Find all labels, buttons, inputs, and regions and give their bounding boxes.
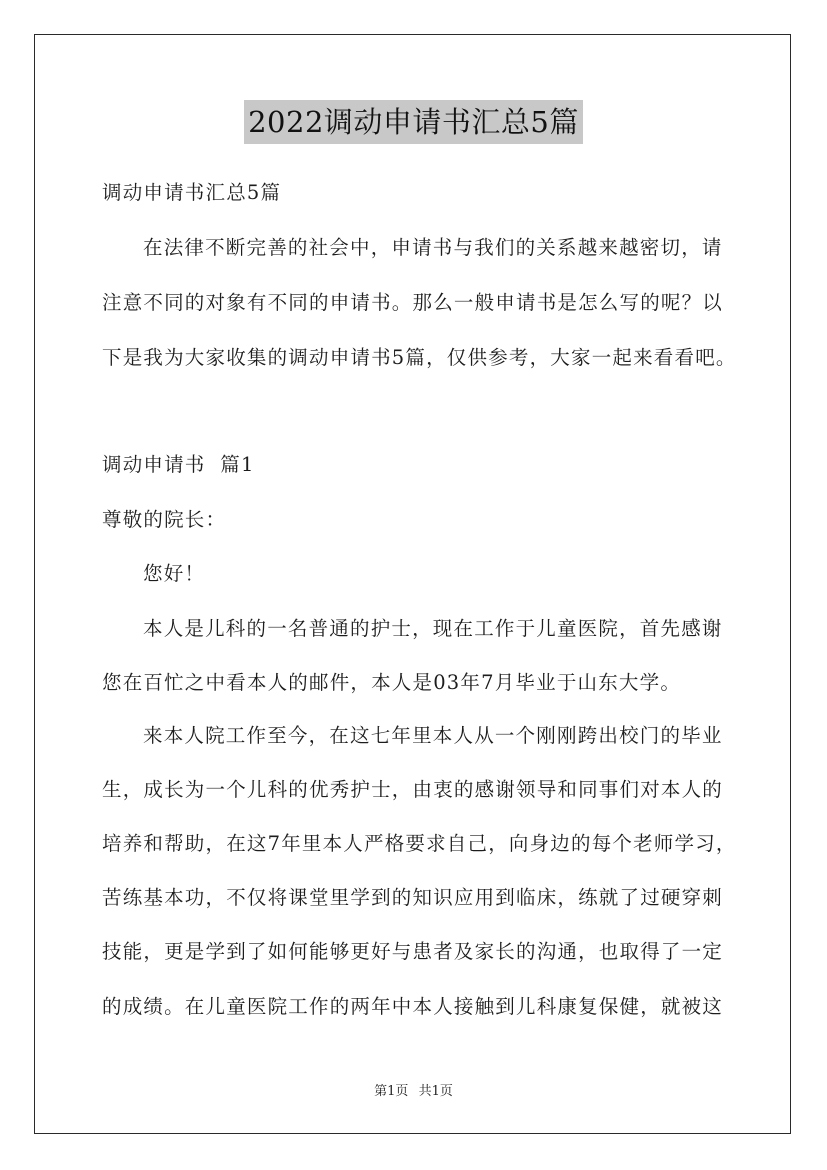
section-heading: 调动申请书 篇1 xyxy=(102,453,255,476)
page-number-total: 共1页 xyxy=(418,1084,453,1099)
intro-line-3: 下是我为大家收集的调动申请书5篇，仅供参考，大家一起来看看吧。 xyxy=(102,346,737,369)
paragraph2-line-1: 来本人院工作至今，在这七年里本人从一个刚刚跨出校门的毕业 xyxy=(143,724,723,747)
page-footer xyxy=(0,1083,827,1101)
paragraph2-line-6: 的成绩。在儿童医院工作的两年中本人接触到儿科康复保健，就被这 xyxy=(102,995,724,1018)
salutation: 尊敬的院长： xyxy=(102,508,227,531)
paragraph1-line-2: 您在百忙之中看本人的邮件，本人是03年7月毕业于山东大学。 xyxy=(102,671,682,694)
title-container xyxy=(0,100,827,144)
greeting: 您好！ xyxy=(143,562,206,585)
paragraph2-line-5: 技能，更是学到了如何能够更好与患者及家长的沟通，也取得了一定 xyxy=(102,940,724,963)
document-subtitle: 调动申请书汇总5篇 xyxy=(102,181,282,204)
paragraph2-line-2: 生，成长为一个儿科的优秀护士，由衷的感谢领导和同事们对本人的 xyxy=(102,778,724,801)
document-title: 2022调动申请书汇总5篇 xyxy=(244,100,583,144)
page-number-current: 第1页 xyxy=(374,1084,409,1099)
paragraph2-line-4: 苦练基本功，不仅将课堂里学到的知识应用到临床，练就了过硬穿刺 xyxy=(102,886,724,909)
paragraph2-line-3: 培养和帮助，在这7年里本人严格要求自己，向身边的每个老师学习， xyxy=(102,832,737,855)
paragraph1-line-1: 本人是儿科的一名普通的护士，现在工作于儿童医院，首先感谢 xyxy=(143,617,723,640)
intro-line-2: 注意不同的对象有不同的申请书。那么一般申请书是怎么写的呢？以 xyxy=(102,291,724,314)
intro-line-1: 在法律不断完善的社会中，申请书与我们的关系越来越密切，请 xyxy=(143,236,723,259)
